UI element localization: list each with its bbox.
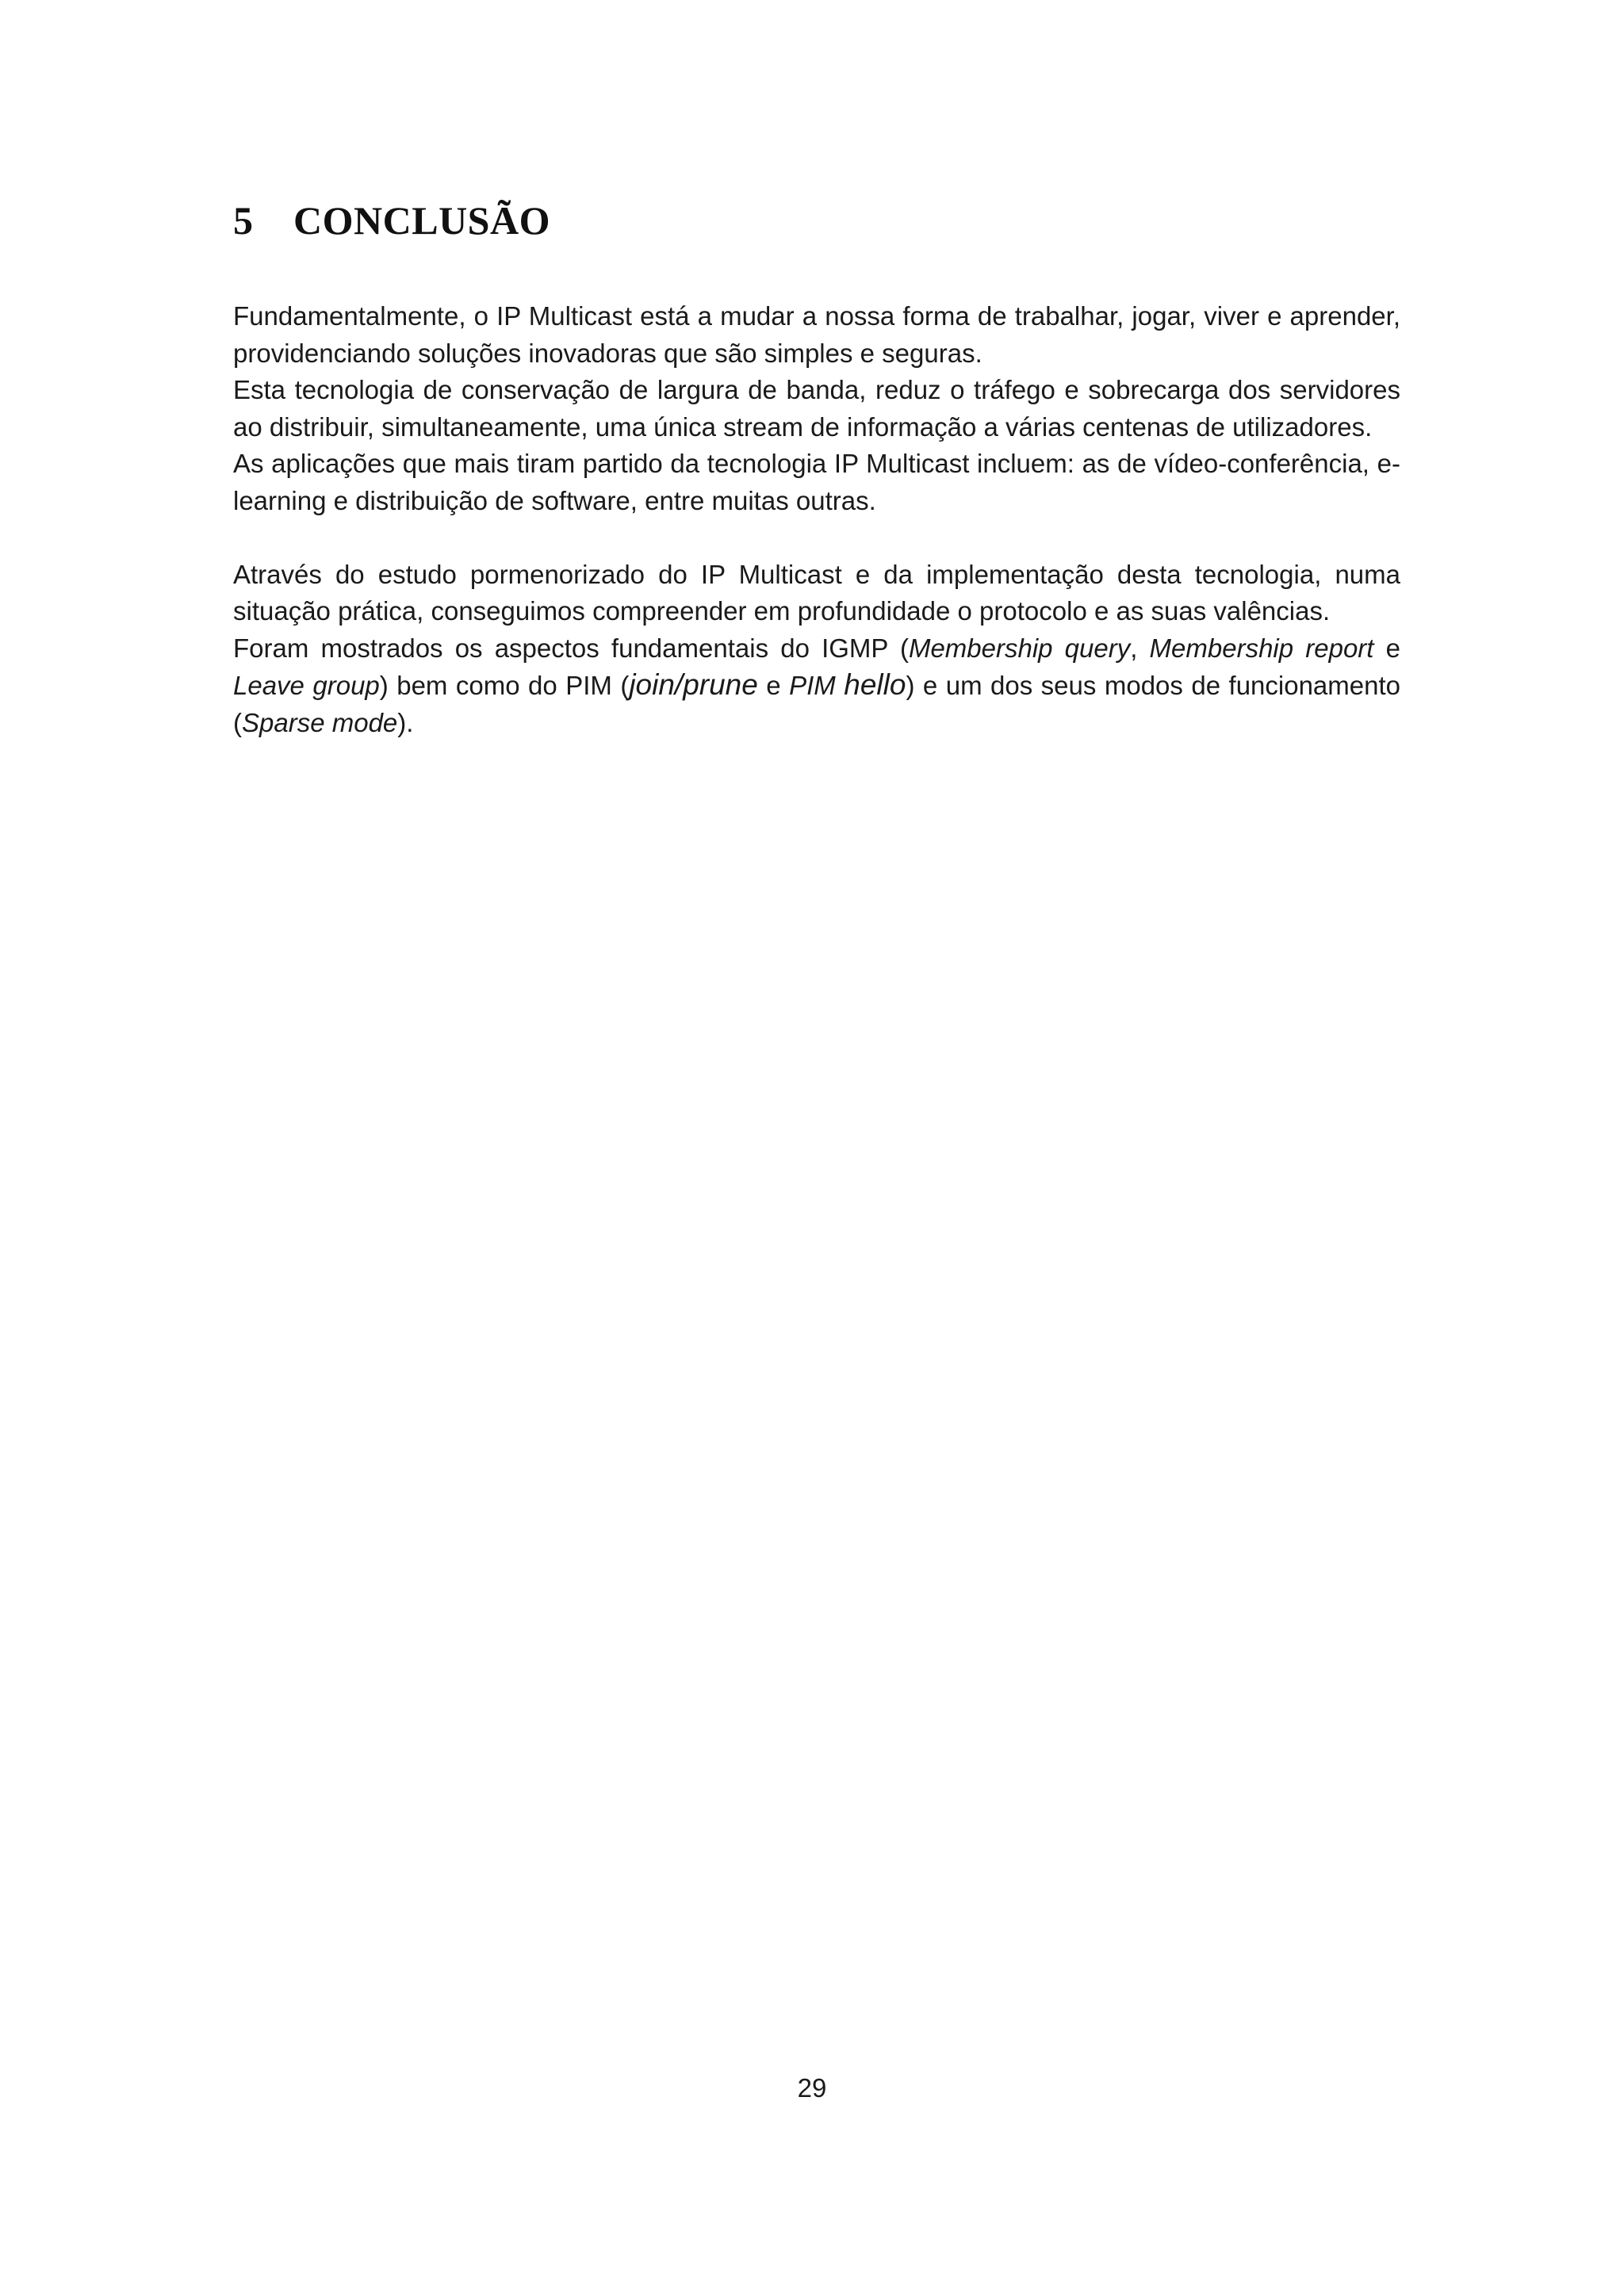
paragraph-3: As aplicações que mais tiram partido da tecnologia IP Multicast incluem: as de vídeo-conferência, e-learning e distribuição de software, entre muitas outras. [233, 449, 1400, 515]
section-heading [233, 195, 550, 246]
sparse-mode-term: Sparse mode [242, 707, 398, 737]
paragraph-5-text [836, 671, 844, 700]
paragraph-5-text: Foram mostrados os aspectos fundamentais do IGMP ( [233, 633, 909, 663]
paragraph-5-text: e [1373, 633, 1400, 663]
paragraph-4: Através do estudo pormenorizado do IP Multicast e da implementação desta tecnologia, numa situação prática, conseguimos compreender em profundidade o protocolo e as suas valências. [233, 559, 1400, 626]
page-number: 29 [797, 2073, 827, 2103]
paragraph-5 [233, 630, 1400, 742]
membership-report-term: Membership report [1149, 633, 1374, 663]
hello-term: hello [844, 668, 906, 701]
pim-term: PIM [789, 671, 836, 700]
join-prune-term: join/prune [629, 668, 758, 701]
paragraph-5-text: ) e um dos seus modos de funcionamento ( [233, 671, 1401, 737]
paragraph-1: Fundamentalmente, o IP Multicast está a mudar a nossa forma de trabalhar, jogar, viver e aprender, providenciando soluções inovadoras que são simples e seguras. [233, 301, 1400, 368]
leave-group-term: Leave group [233, 671, 380, 700]
membership-query-term: Membership query [908, 633, 1131, 663]
paragraph-5-text: e [757, 671, 790, 700]
body-text [233, 298, 1400, 741]
section-title: CONCLUSÃO [293, 198, 550, 243]
paragraph-2: Esta tecnologia de conservação de largura de banda, reduz o tráfego e sobrecarga dos servidores ao distribuir, simultaneamente, uma única stream de informação a várias centenas de utilizadores. [233, 375, 1400, 442]
paragraph-5-text: ). [397, 707, 414, 737]
paragraph-5-text: , [1130, 633, 1150, 663]
section-number: 5 [233, 198, 254, 243]
paragraph-5-text: ) bem como do PIM ( [379, 671, 630, 700]
